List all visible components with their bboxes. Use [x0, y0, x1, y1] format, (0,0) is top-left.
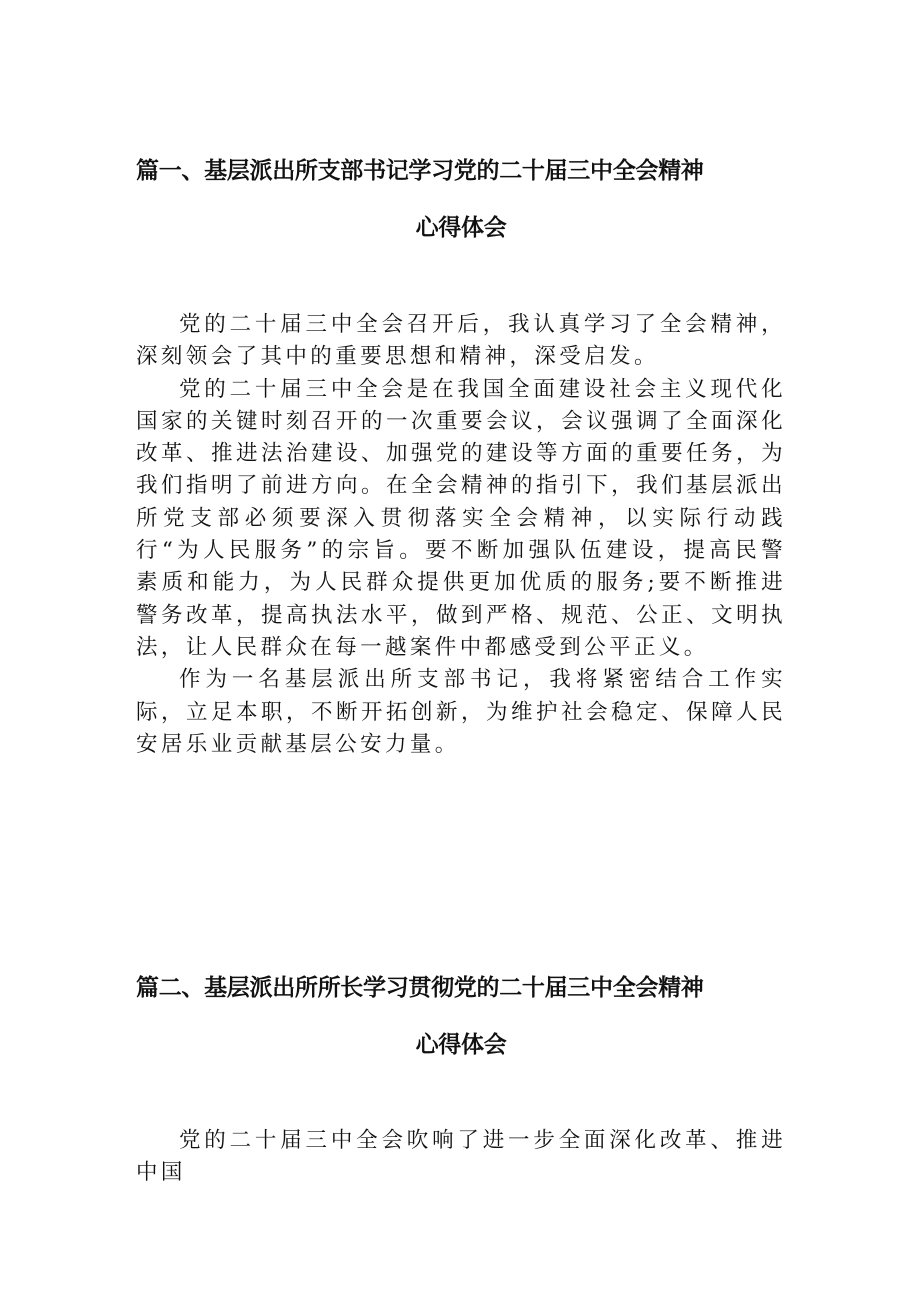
- section-2-title: 篇二、基层派出所所长学习贯彻党的二十届三中全会精神: [136, 975, 704, 1001]
- paragraph: 党的二十届三中全会是在我国全面建设社会主义现代化国家的关键时刻召开的一次重要会议，会议强调了全面深化改革、推进法治建设、加强党的建设等方面的重要任务，为我们指明了前进方向。在全会精神的指引下，我们基层派出所党支部必须要深入贯彻落实全会精神，以实际行动践行“为人民服务”的宗旨。要不断加强队伍建设，提高民警素质和能力，为人民群众提供更加优质的服务;要不断推进警务改革，提高执法水平，做到严格、规范、公正、文明执法，让人民群众在每一越案件中都感受到公平正义。: [136, 376, 786, 660]
- paragraph: 党的二十届三中全会召开后，我认真学习了全会精神，深刻领会了其中的重要思想和精神，深受启发。: [136, 312, 786, 370]
- section-1-body: [136, 309, 786, 761]
- section-1-subtitle: 心得体会: [415, 215, 507, 241]
- section-2-subtitle: 心得体会: [415, 1032, 507, 1058]
- section-1-title: 篇一、基层派出所支部书记学习党的二十届三中全会精神: [136, 158, 704, 184]
- paragraph: 党的二十届三中全会吹响了进一步全面深化改革、推进中国: [136, 1128, 786, 1186]
- paragraph: 作为一名基层派出所支部书记，我将紧密结合工作实际，立足本职，不断开拓创新，为维护社会稳定、保障人民安居乐业贡献基层公安力量。: [136, 667, 786, 757]
- section-2-body: [136, 1125, 786, 1190]
